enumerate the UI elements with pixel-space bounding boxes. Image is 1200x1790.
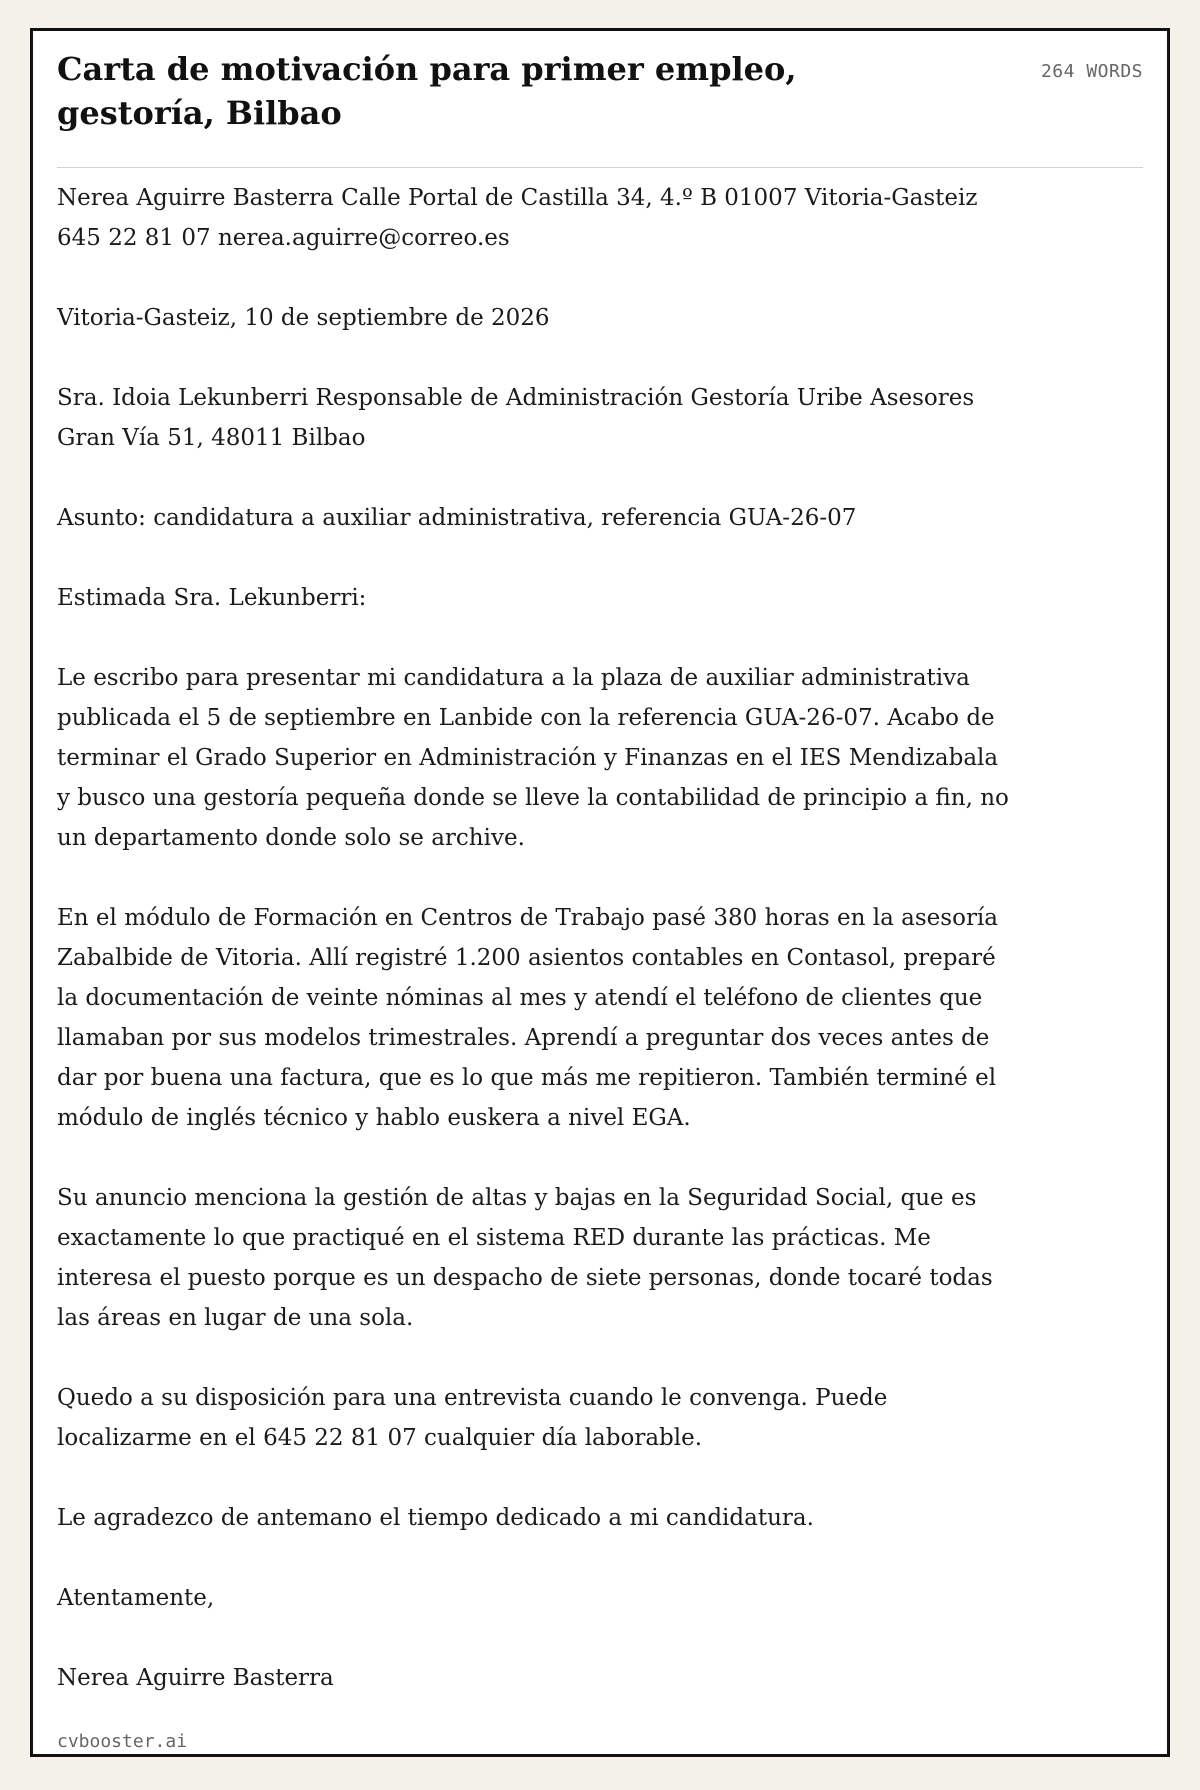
footer-brand: cvbooster.ai (57, 1731, 188, 1752)
body-paragraph-4: Quedo a su disposición para una entrevista cuando le convenga. Puede localizarme en el 645 22 81 07 cualquier día laborable. (57, 1385, 888, 1451)
document-title: Carta de motivación para primer empleo, gestoría, Bilbao (57, 50, 797, 132)
sender-block: Nerea Aguirre Basterra Calle Portal de Castilla 34, 4.º B 01007 Vitoria-Gasteiz 645 22 81 07 nerea.aguirre@correo.es (57, 185, 978, 251)
date-line: Vitoria-Gasteiz, 10 de septiembre de 2026 (57, 305, 550, 331)
salutation: Estimada Sra. Lekunberri: (57, 585, 367, 611)
recipient-block: Sra. Idoia Lekunberri Responsable de Administración Gestoría Uribe Asesores Gran Vía 51, 48011 Bilbao (57, 385, 975, 451)
closing-line: Atentamente, (57, 1585, 215, 1611)
thanks-line: Le agradezco de antemano el tiempo dedicado a mi candidatura. (57, 1505, 814, 1531)
word-count-label: WORDS (1086, 61, 1143, 82)
body-paragraph-2: En el módulo de Formación en Centros de Trabajo pasé 380 horas en la asesoría Zabalbide de Vitoria. Allí registré 1.200 asientos contables en Contasol, preparé la documentación de veinte nóminas al mes y atendí el teléfono de clientes que llamaban por sus modelos trimestrales. Aprendí a preguntar dos veces antes de dar por buena una factura, que es lo que más me repitieron. También terminé el módulo de inglés técnico y hablo euskera a nivel EGA. (57, 905, 999, 1131)
signature: Nerea Aguirre Basterra (57, 1665, 334, 1691)
body-paragraph-3: Su anuncio menciona la gestión de altas y bajas en la Seguridad Social, que es exactamente lo que practiqué en el sistema RED durante las prácticas. Me interesa el puesto porque es un despacho de siete personas, donde tocaré todas las áreas en lugar de una sola. (57, 1185, 993, 1331)
word-count-value: 264 (1040, 61, 1075, 82)
letter-card (30, 28, 1170, 1757)
word-count (1041, 61, 1143, 82)
document-header (57, 47, 1143, 168)
letter-body (57, 178, 1017, 1698)
body-paragraph-1: Le escribo para presentar mi candidatura a la plaza de auxiliar administrativa publicada el 5 de septiembre en Lanbide con la referencia GUA-26-07. Acabo de terminar el Grado Superior en Administración y Finanzas en el IES Mendizabala y busco una gestoría pequeña donde se lleve la contabilidad de principio a fin, no un departamento donde solo se archive. (57, 665, 1009, 851)
subject-line: Asunto: candidatura a auxiliar administrativa, referencia GUA-26-07 (57, 505, 857, 531)
